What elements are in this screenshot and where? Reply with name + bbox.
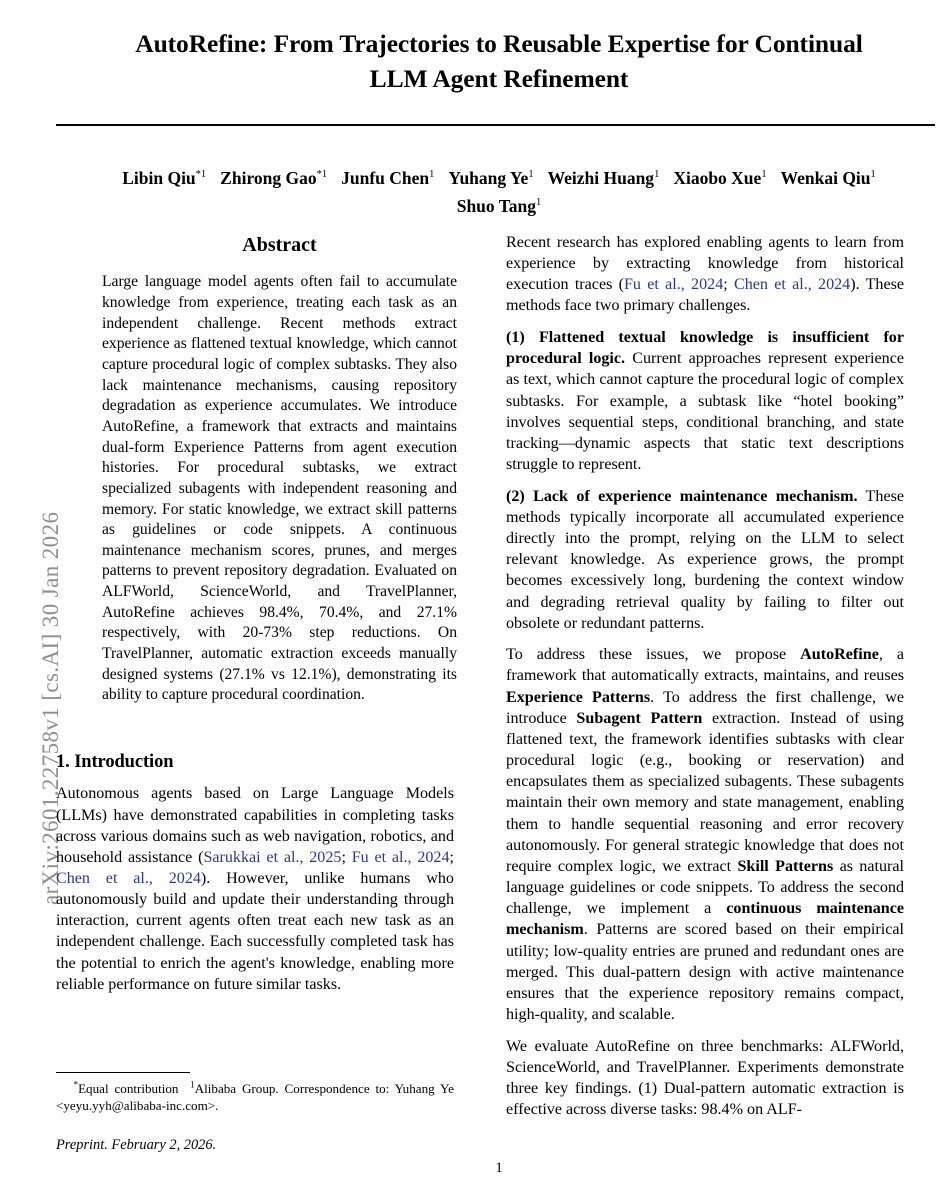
section-spacer <box>56 706 454 750</box>
author-entry <box>122 168 206 188</box>
left-column <box>56 232 457 1005</box>
title-block <box>56 0 942 126</box>
affiliation-text: Alibaba Group. Correspondence to: Yuhang Ye <yeyu.yyh@alibaba-inc.com>. <box>56 1081 454 1114</box>
challenge-2-lead: (2) Lack of experience maintenance mechanism. <box>506 487 858 505</box>
term-continuous-maintenance: continuous maintenance mechanism <box>506 900 904 939</box>
challenge-1-paragraph <box>506 327 904 475</box>
footnote-block <box>56 1072 454 1154</box>
author-name: Shuo Tang <box>456 195 537 216</box>
term-experience-patterns: Experience Patterns <box>506 688 651 706</box>
approach-text-3: . To address the first challenge, we introduce <box>506 688 904 727</box>
author-entry <box>673 168 766 188</box>
term-skill-patterns: Skill Patterns <box>737 857 834 875</box>
body-columns <box>56 232 942 1162</box>
author-list <box>81 126 917 219</box>
challenge-2-paragraph <box>506 486 904 634</box>
citation-separator: ; <box>723 276 734 294</box>
approach-text-2: , a framework that automatically extracts, maintains, and reuses <box>506 646 904 685</box>
author-name: Weizhi Huang <box>547 168 655 189</box>
equal-contribution-marker: * <box>73 1079 79 1090</box>
author-marks: 1 <box>761 169 767 181</box>
equal-contribution-text: Equal contribution <box>78 1081 179 1096</box>
footnote-divider <box>56 1072 190 1073</box>
author-name: Zhirong Gao <box>220 168 317 189</box>
author-marks: *1 <box>195 169 207 181</box>
footnote-text <box>56 1080 454 1114</box>
author-entry <box>220 168 327 188</box>
approach-text-6: . Patterns are scored based on their empirical utility; low-quality entries are pruned and redundant ones are merged. This dual-pattern design with active maintenance ensures that the experience repository remains compact, high-quality, and scalable. <box>506 921 904 1023</box>
right-text-part-1: Recent research has explored enabling agents to learn from experience by extracting knowledge from historical execution traces ( <box>506 234 904 294</box>
citation-separator: ; <box>341 848 352 866</box>
term-autorefine: AutoRefine <box>800 646 879 664</box>
paper-page <box>56 0 942 1200</box>
citation-fu-2024[interactable]: Fu et al., 2024 <box>351 848 450 866</box>
right-column <box>506 232 904 1131</box>
approach-text-1: To address these issues, we propose <box>506 646 801 664</box>
preprint-notice: Preprint. February 2, 2026. <box>56 1137 217 1154</box>
challenge-1-body: Current approaches represent experience as text, which cannot capture the procedural logic of complex subtasks. For example, a subtask like “hotel booking” involves sequential steps, conditional branching, and state tracking—dynamic aspects that static text descriptions struggle to represent. <box>506 350 904 474</box>
page-title: AutoRefine: From Trajectories to Reusable Expertise for Continual LLM Agent Refinement <box>135 29 863 94</box>
citation-chen-2024[interactable]: Chen et al., 2024 <box>734 276 851 294</box>
author-name: Wenkai Qiu <box>780 168 871 189</box>
affiliation-marker: 1 <box>190 1079 195 1090</box>
right-paragraph-1 <box>506 232 904 317</box>
term-subagent-pattern: Subagent Pattern <box>576 709 703 727</box>
page-number: 1 <box>495 1160 503 1176</box>
intro-text-part-2: ). However, unlike humans who autonomously build and update their understanding through interaction, current agents often treat each new task as an independent challenge. Each successfully completed task has the potential to enrich the agent's knowledge, enabling more reliable performance on future similar tasks. <box>56 870 454 993</box>
challenge-1-lead: (1) Flattened textual knowledge is insufficient for procedural logic. <box>506 329 904 368</box>
author-name: Libin Qiu <box>122 168 196 189</box>
author-marks: *1 <box>316 169 328 181</box>
challenge-2-body: These methods typically incorporate all accumulated experience directly into the prompt, relying on the LLM to select relevant knowledge. As experience grows, the prompt becomes excessively long, burdening the context window and degrading retrieval quality by failing to filter out obsolete or redundant patterns. <box>506 487 904 632</box>
arxiv-stamp <box>0 0 63 1200</box>
author-marks: 1 <box>654 169 660 181</box>
introduction-heading: 1. Introduction <box>56 752 174 773</box>
author-name: Xiaobo Xue <box>673 168 762 189</box>
citation-chen-2024[interactable]: Chen et al., 2024 <box>56 870 201 888</box>
intro-paragraph-1 <box>56 783 454 995</box>
citation-separator: ; <box>449 848 455 866</box>
evaluation-paragraph: We evaluate AutoRefine on three benchmarks: ALFWorld, ScienceWorld, and TravelPlanner. Experiments demonstrate three key findings. (1) Dual-pattern automatic extraction is effective across diverse tasks: 98.4% on ALF- <box>506 1037 904 1119</box>
author-marks: 1 <box>429 169 435 181</box>
author-name: Junfu Chen <box>341 168 430 189</box>
author-marks: 1 <box>536 196 542 208</box>
author-marks: 1 <box>528 169 534 181</box>
author-entry <box>781 168 876 188</box>
author-marks: 1 <box>870 169 876 181</box>
author-entry <box>457 196 542 216</box>
intro-text-part-1: Autonomous agents based on Large Language Models (LLMs) have demonstrated capabilities in completing tasks across various domains such as web navigation, robotics, and household assistance ( <box>56 785 454 866</box>
citation-sarukkai-2025[interactable]: Sarukkai et al., 2025 <box>203 848 342 866</box>
author-entry <box>341 168 434 188</box>
approach-text-5: as natural language guidelines or code snippets. To address the second challenge, we implement a <box>506 857 904 918</box>
right-text-part-2: ). These methods face two primary challenges. <box>506 276 905 315</box>
approach-text-4: extraction. Instead of using flattened text, the framework identifies subtasks with clear procedural logic (e.g., booking or reservation) and encapsulates them as specialized subagents. These subagents maintain their own memory and state management, enabling them to handle sequential reasoning and error recovery autonomously. For general strategic knowledge that does not require complex logic, we extract <box>506 709 904 875</box>
citation-fu-2024[interactable]: Fu et al., 2024 <box>623 276 724 294</box>
author-entry <box>548 168 660 188</box>
author-name: Yuhang Ye <box>448 168 529 189</box>
author-entry <box>448 168 533 188</box>
arxiv-stamp-text: arXiv:2601.22758v1 [cs.AI] 30 Jan 2026 <box>38 511 63 905</box>
abstract-body: Large language model agents often fail to accumulate knowledge from experience, treating each task as an independent challenge. Recent methods extract experience as flattened textual knowledge, which cannot capture procedural logic of complex subtasks. They also lack maintenance mechanisms, causing repository degradation as experience accumulates. We introduce AutoRefine, a framework that extracts and maintains dual-form Experience Patterns from agent execution histories. For procedural subtasks, we extract specialized subagents with independent reasoning and memory. For static knowledge, we extract skill patterns as guidelines or code snippets. A continuous maintenance mechanism scores, prunes, and merges patterns to prevent repository degradation. Evaluated on ALFWorld, ScienceWorld, and TravelPlanner, AutoRefine achieves 98.4%, 70.4%, and 27.1% respectively, with 20-73% step reductions. On TravelPlanner, automatic extraction exceeds manually designed systems (27.1% vs 12.1%), demonstrating its ability to capture procedural coordination. <box>102 273 457 704</box>
abstract-heading: Abstract <box>242 234 317 256</box>
abstract-section <box>102 232 457 706</box>
approach-paragraph <box>506 644 904 1025</box>
